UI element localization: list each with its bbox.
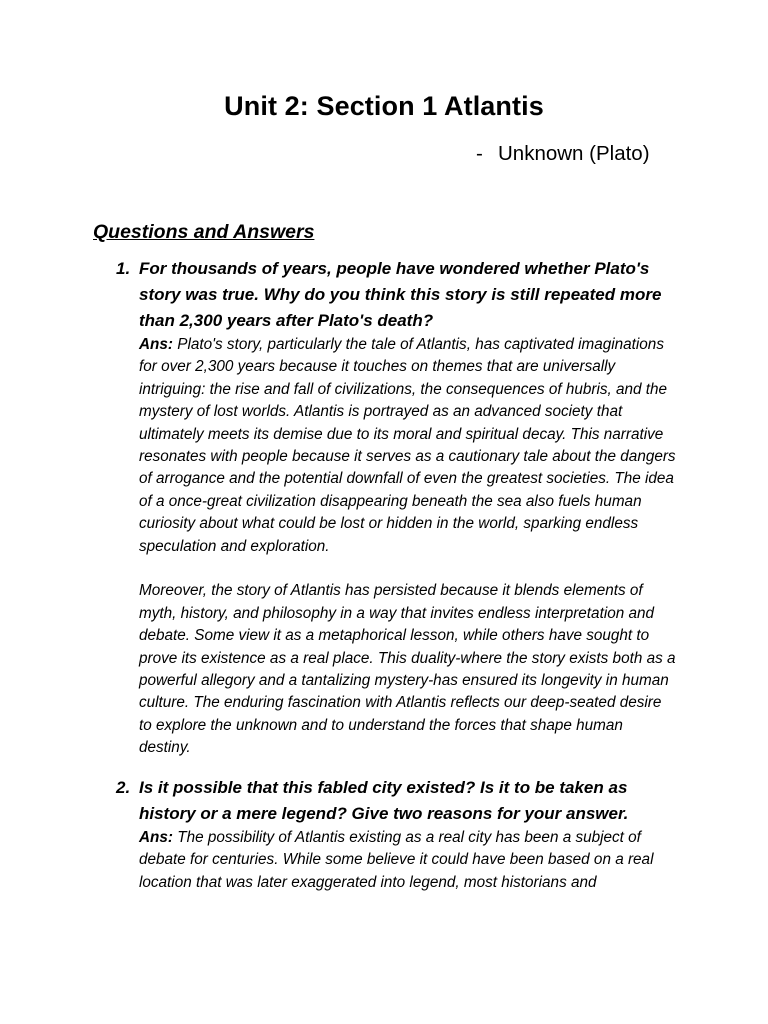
qa-item xyxy=(0,256,676,760)
question-number: 1. xyxy=(116,259,131,278)
question-text: Is it possible that this fabled city existed? Is it to be taken as history or a mere legend? Give two reasons for your answer. xyxy=(139,777,629,823)
question-text: For thousands of years, people have wondered whether Plato's story was true. Why do you think this story is still repeated more than 2,300 years after Plato's death? xyxy=(139,259,662,330)
answer-label: Ans: xyxy=(139,828,173,846)
answer-paragraph xyxy=(139,334,676,558)
author-dash: - xyxy=(476,142,483,165)
qa-list xyxy=(0,256,768,894)
answer-paragraph xyxy=(139,580,676,759)
answer-label: Ans: xyxy=(139,336,173,353)
document-title: Unit 2: Section 1 Atlantis xyxy=(224,91,544,121)
author-name: Unknown (Plato) xyxy=(498,142,650,165)
answer-text: Moreover, the story of Atlantis has persisted because it blends elements of myth, history, and philosophy in a way that invites endless interpretation and debate. Some view it as a metaphorical lesson, while others have sought to prove its existence as a real place. This duality-where the story exists both as a powerful allegory and a tantalizing mystery-has ensured its longevity in human culture. The enduring fascination with Atlantis reflects our deep-seated desire to explore the unknown and to understand the forces that shape human destiny. xyxy=(139,582,676,757)
question-number: 2. xyxy=(116,777,131,797)
qa-item xyxy=(0,775,676,894)
answer-text: The possibility of Atlantis existing as a real city has been a subject of debate for centuries. While some believe it could have been based on a real location that was later exaggerated into legend, most historians and xyxy=(139,828,654,891)
section-heading: Questions and Answers xyxy=(93,221,315,243)
answer-paragraph xyxy=(139,827,676,894)
answer-text: Plato's story, particularly the tale of Atlantis, has captivated imaginations for over 2,300 years because it touches on themes that are universally intriguing: the rise and fall of civilizations, the consequences of hubris, and the mystery of lost worlds. Atlantis is portrayed as an advanced society that ultimately meets its demise due to its moral and spiritual decay. This narrative resonates with people because it serves as a cautionary tale about the dangers of arrogance and the potential downfall of even the greatest societies. The idea of a once-great civilization disappearing beneath the sea also fuels human curiosity about what could be lost or hidden in the world, sparking endless speculation and exploration. xyxy=(139,336,676,555)
author-line xyxy=(476,139,650,169)
